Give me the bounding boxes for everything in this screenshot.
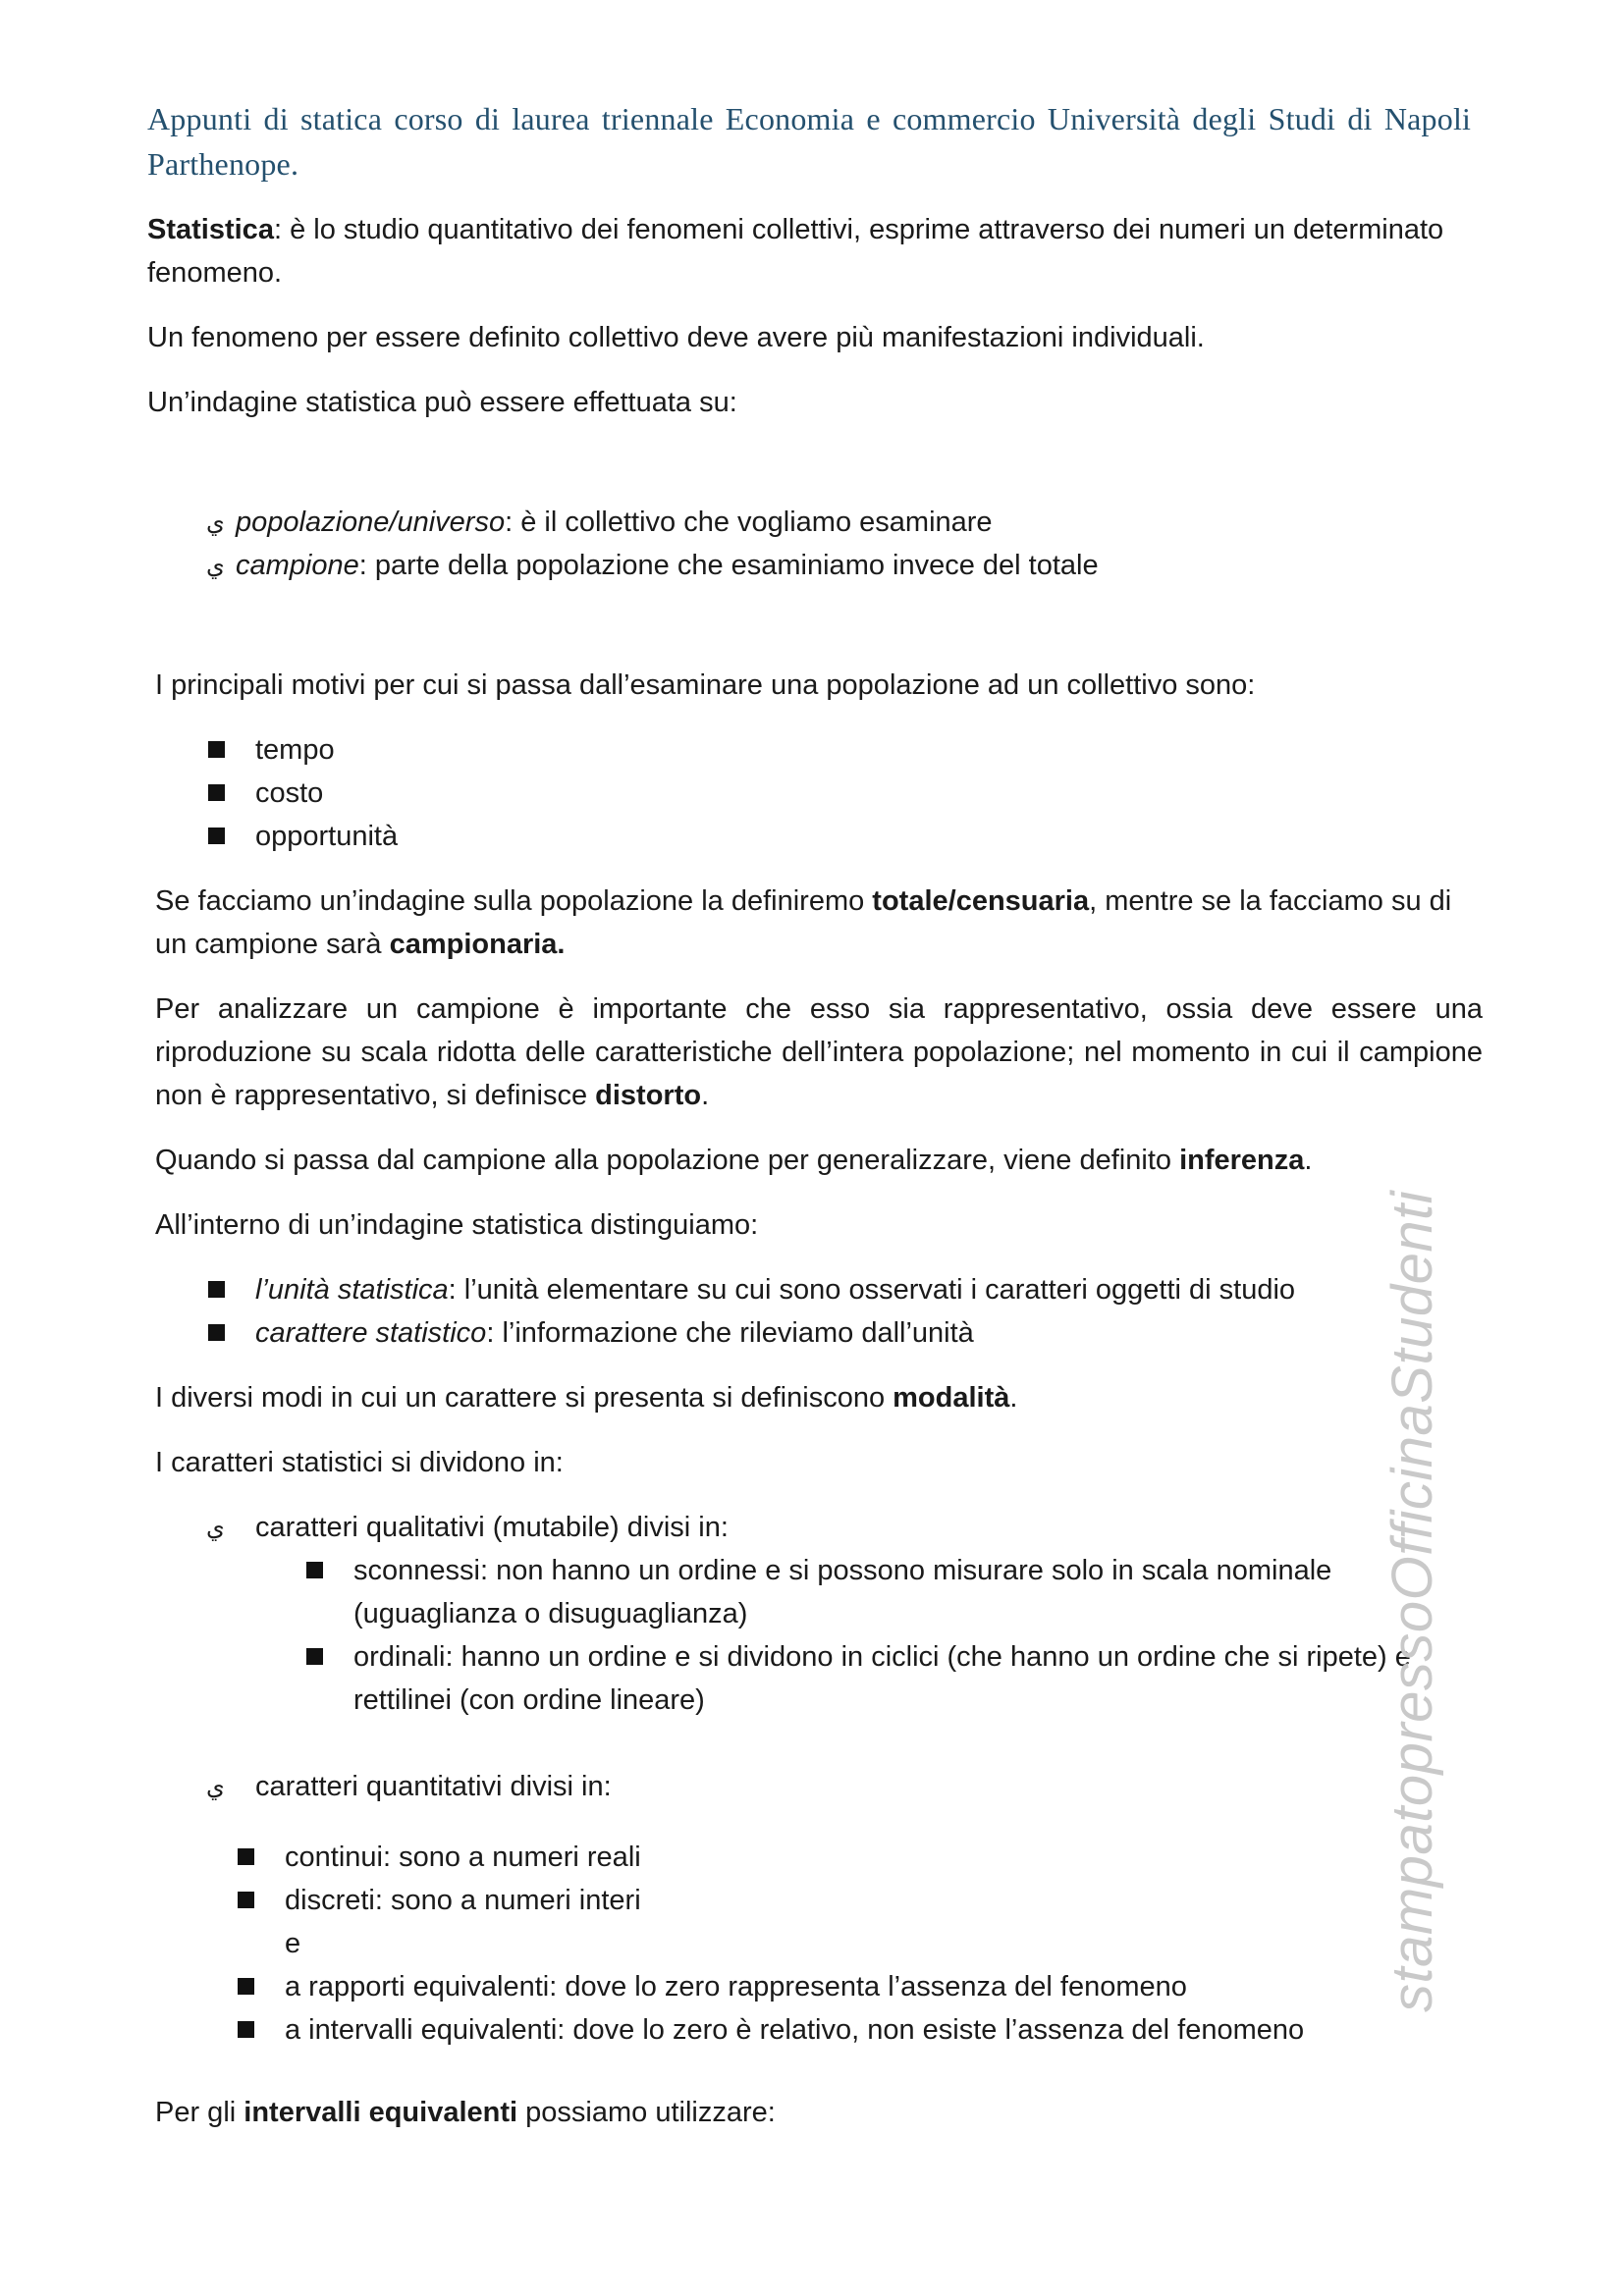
paragraph-collective: Un fenomeno per essere definito collettivo deve avere più manifestazioni individuali. [147, 322, 1205, 353]
caratteri-list [147, 1506, 1483, 2052]
text: Se facciamo un’indagine sulla popolazione la definiremo [155, 885, 873, 917]
text: Quando si passa dal campione alla popolazione per generalizzare, viene definito [155, 1145, 1180, 1176]
item-text: : parte della popolazione che esaminiamo invece del totale [358, 550, 1099, 581]
document-body [147, 96, 1483, 2156]
paragraph-intervalli [147, 2091, 1483, 2134]
term: carattere statistico [255, 1317, 487, 1349]
bullet-marker: ي [206, 1514, 225, 1541]
list-item [353, 1635, 1483, 1722]
square-bullet-icon [306, 1562, 323, 1578]
term-campionaria: campionaria. [389, 929, 566, 960]
item-text: caratteri qualitativi (mutabile) divisi in: [255, 1512, 729, 1543]
square-bullet-icon [208, 828, 225, 844]
text: . [701, 1080, 710, 1111]
list-item [206, 501, 1483, 544]
list-item [255, 1268, 1483, 1311]
item-text: costo [255, 777, 324, 809]
item-text: caratteri quantitativi divisi in: [255, 1771, 612, 1802]
document-header: Appunti di statica corso di laurea triennale Economia e commercio Università degli Studi di Napoli Parthenope. [147, 101, 1472, 182]
item-text: sconnessi: non hanno un ordine e si possono misurare solo in scala nominale (uguaglianza o disuguaglianza) [353, 1555, 1332, 1629]
term-statistica: Statistica [147, 214, 274, 245]
list-item [285, 1965, 1483, 2008]
term: campione [236, 550, 359, 581]
item-text: a intervalli equivalenti: dove lo zero è relativo, non esiste l’assenza del fenomeno [285, 2014, 1305, 2046]
paragraph-motivi: I principali motivi per cui si passa dall’esaminare una popolazione ad un collettivo sono: [155, 669, 1256, 701]
text: . [1009, 1382, 1018, 1414]
paragraph-modalita [147, 1376, 1483, 1419]
item-text: ordinali: hanno un ordine e si dividono in ciclici (che hanno un ordine che si ripete) e rettilinei (con ordine lineare) [353, 1641, 1411, 1716]
square-bullet-icon [238, 2021, 254, 2038]
square-bullet-icon [208, 1281, 225, 1298]
watermark-text: stampatopressoOfficinaStudenti [1380, 1190, 1444, 2012]
item-text: : l’informazione che rileviamo dall’unità [486, 1317, 974, 1349]
unita-carattere-list [147, 1268, 1483, 1355]
text: Per analizzare un campione è importante che esso sia rappresentativo, ossia deve essere una riproduzione su scala ridotta delle caratteristiche dell’intera popolazione; nel momento in cui il campione non è rappresentativo, si definisce [155, 993, 1483, 1111]
list-item [206, 544, 1483, 587]
term-distorto: distorto [595, 1080, 702, 1111]
list-item [353, 1549, 1483, 1635]
population-sample-list [147, 501, 1483, 587]
paragraph-caratteri: I caratteri statistici si dividono in: [155, 1447, 564, 1478]
square-bullet-icon [238, 1978, 254, 1995]
item-text: : è il collettivo che vogliamo esaminare [505, 507, 993, 538]
definition-text: : è lo studio quantitativo dei fenomeni collettivi, esprime attraverso dei numeri un determinato fenomeno. [147, 214, 1444, 289]
square-bullet-icon [238, 1848, 254, 1865]
text: I diversi modi in cui un carattere si presenta si definiscono [155, 1382, 893, 1414]
list-item [255, 815, 1483, 858]
conjunction [285, 1922, 1483, 1965]
list-item [285, 2008, 1483, 2052]
item-text: opportunità [255, 821, 399, 852]
quantitativi-sublist [206, 1836, 1483, 2052]
list-item [255, 772, 1483, 815]
item-text: discreti: sono a numeri interi [285, 1885, 641, 1916]
bullet-marker: ي [206, 1773, 225, 1800]
list-item [255, 1311, 1483, 1355]
term-totale: totale/censuaria [872, 885, 1090, 917]
list-item [255, 728, 1483, 772]
item-text: tempo [255, 734, 335, 766]
square-bullet-icon [208, 1324, 225, 1341]
item-text: : l’unità elementare su cui sono osservati i caratteri oggetti di studio [448, 1274, 1296, 1306]
motivi-list [147, 728, 1483, 858]
qualitativi-sublist [255, 1549, 1483, 1722]
term-modalita: modalità [893, 1382, 1010, 1414]
list-item [285, 1879, 1483, 1922]
text: possiamo utilizzare: [517, 2097, 776, 2128]
term: popolazione/universo [236, 507, 506, 538]
square-bullet-icon [238, 1892, 254, 1908]
list-item [285, 1836, 1483, 1879]
paragraph-censuaria [147, 880, 1483, 966]
bullet-marker: ي [206, 552, 225, 579]
text: , mentre se la facciamo su di un campione sarà [155, 885, 1452, 960]
square-bullet-icon [306, 1648, 323, 1665]
item-text: e [285, 1928, 301, 1959]
text: Per gli [155, 2097, 244, 2128]
term-intervalli: intervalli equivalenti [244, 2097, 518, 2128]
term-inferenza: inferenza [1179, 1145, 1305, 1176]
item-text: continui: sono a numeri reali [285, 1842, 641, 1873]
paragraph-definition [147, 208, 1483, 294]
paragraph-inferenza [147, 1139, 1483, 1182]
list-item-quantitativi [206, 1765, 1483, 2052]
square-bullet-icon [208, 741, 225, 758]
bullet-marker: ي [206, 508, 225, 536]
term: l’unità statistica [255, 1274, 449, 1306]
paragraph-distinguiamo: All’interno di un’indagine statistica distinguiamo: [155, 1209, 759, 1241]
list-item-qualitativi [206, 1506, 1483, 1722]
paragraph-indagine: Un’indagine statistica può essere effettuata su: [147, 387, 737, 418]
item-text: a rapporti equivalenti: dove lo zero rappresenta l’assenza del fenomeno [285, 1971, 1187, 2002]
paragraph-rappresentativo [147, 988, 1483, 1117]
text: . [1304, 1145, 1313, 1176]
square-bullet-icon [208, 784, 225, 801]
